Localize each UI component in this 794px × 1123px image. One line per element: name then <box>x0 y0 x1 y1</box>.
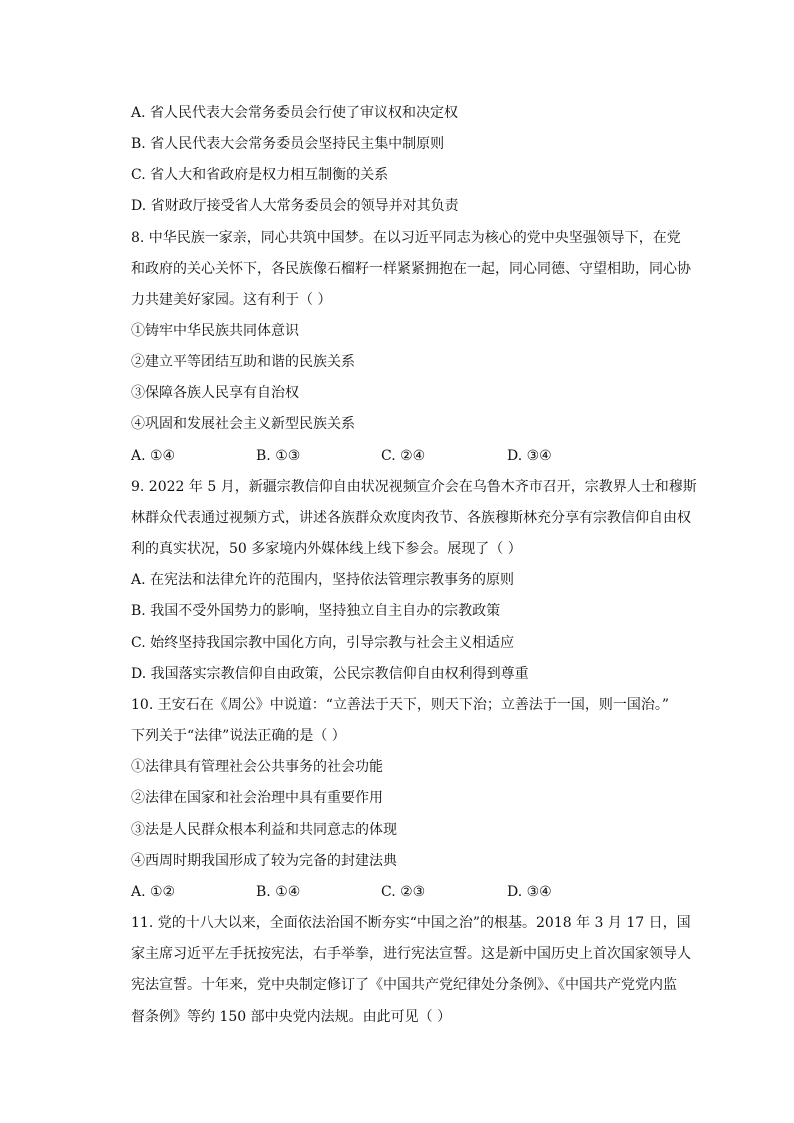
q8-option-b: B. ①③ <box>256 448 301 464</box>
q7-option-b: B. 省人民代表大会常务委员会坚持民主集中制原则 <box>131 136 445 152</box>
q11-stem-line-1: 11. 党的十八大以来，全面依法治国不断夯实“中国之治”的根基。2018 年 3 月 17 日，国 <box>131 915 691 931</box>
q8-option-d: D. ③④ <box>507 448 552 464</box>
q10-item-4: ④西周时期我国形成了较为完备的封建法典 <box>131 853 397 869</box>
q9-stem-line-3: 利的真实状况，50 多家境内外媒体线上线下参会。展现了（ ） <box>131 541 522 557</box>
q8-stem-line-3: 力共建美好家园。这有利于（ ） <box>131 292 332 308</box>
q8-stem-line-2: 和政府的关心关怀下，各民族像石榴籽一样紧紧拥抱在一起，同心同德、守望相助，同心协 <box>131 261 691 277</box>
q7-option-c: C. 省人大和省政府是权力相互制衡的关系 <box>131 167 389 183</box>
q10-stem-line-2: 下列关于“法律”说法正确的是（ ） <box>131 728 346 744</box>
q11-stem-line-4: 督条例》等约 150 部中央党内法规。由此可见（ ） <box>131 1009 452 1025</box>
q8-item-4: ④巩固和发展社会主义新型民族关系 <box>131 416 355 432</box>
q10-options-row <box>131 882 691 902</box>
q10-item-3: ③法是人民群众根本利益和共同意志的体现 <box>131 822 397 838</box>
q10-stem-line-1: 10. 王安石在《周公》中说道：“立善法于天下，则天下治；立善法于一国，则一国治。” <box>131 697 670 713</box>
q11-stem-line-2: 家主席习近平左手抚按宪法，右手举拳，进行宪法宣誓。这是新中国历史上首次国家领导人 <box>131 946 691 962</box>
q8-item-3: ③保障各族人民享有自治权 <box>131 385 299 401</box>
q10-option-b: B. ①④ <box>256 884 301 900</box>
q8-options-row <box>131 446 691 466</box>
q10-item-2: ②法律在国家和社会治理中具有重要作用 <box>131 790 383 806</box>
q10-item-1: ①法律具有管理社会公共事务的社会功能 <box>131 759 383 775</box>
q9-stem-line-2: 林群众代表通过视频方式，讲述各族群众欢度肉孜节、各族穆斯林充分享有宗教信仰自由权 <box>131 510 691 526</box>
q9-option-b: B. 我国不受外国势力的影响，坚持独立自主自办的宗教政策 <box>131 603 501 619</box>
q10-option-c: C. ②③ <box>381 884 426 900</box>
q7-option-d: D. 省财政厅接受省人大常务委员会的领导并对其负责 <box>131 198 459 214</box>
q10-option-d: D. ③④ <box>507 884 552 900</box>
q8-option-c: C. ②④ <box>381 448 426 464</box>
q9-option-a: A. 在宪法和法律允许的范围内，坚持依法管理宗教事务的原则 <box>131 572 515 588</box>
q9-stem-line-1: 9. 2022 年 5 月，新疆宗教信仰自由状况视频宣介会在乌鲁木齐市召开，宗教界人士和穆斯 <box>131 479 697 495</box>
q7-option-a: A. 省人民代表大会常务委员会行使了审议权和决定权 <box>131 105 459 121</box>
q9-option-d: D. 我国落实宗教信仰自由政策，公民宗教信仰自由权利得到尊重 <box>131 666 529 682</box>
q10-option-a: A. ①② <box>131 884 176 900</box>
q8-stem-line-1: 8. 中华民族一家亲，同心共筑中国梦。在以习近平同志为核心的党中央坚强领导下，在党 <box>131 230 681 246</box>
q8-option-a: A. ①④ <box>131 448 176 464</box>
q11-stem-line-3: 宪法宣誓。十年来，党中央制定修订了《中国共产党纪律处分条例》、《中国共产党党内监 <box>131 977 677 993</box>
q9-option-c: C. 始终坚持我国宗教中国化方向，引导宗教与社会主义相适应 <box>131 635 515 651</box>
q8-item-2: ②建立平等团结互助和谐的民族关系 <box>131 354 355 370</box>
q8-item-1: ①铸牢中华民族共同体意识 <box>131 323 299 339</box>
